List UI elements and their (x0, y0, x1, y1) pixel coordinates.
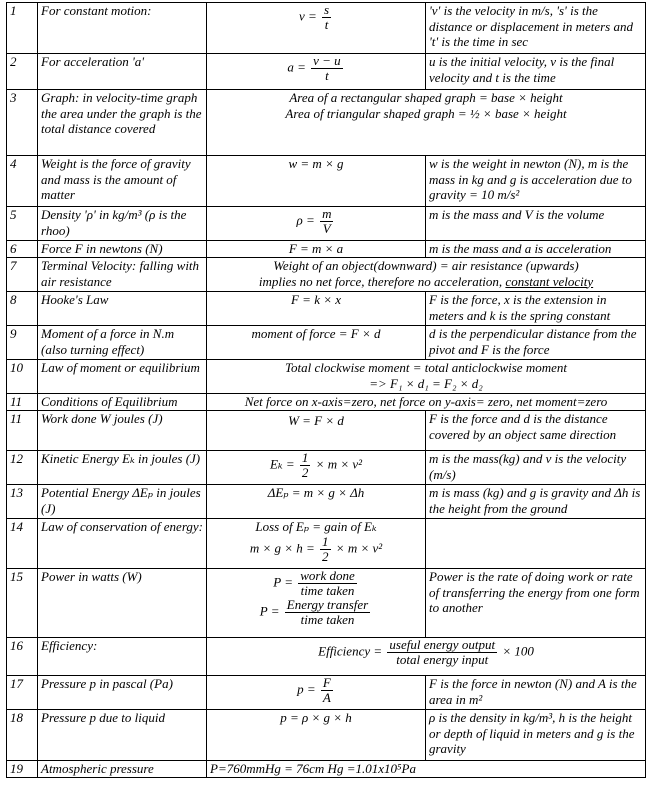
row-topic: Kinetic Energy Eₖ in joules (J) (38, 451, 207, 485)
row-number: 18 (7, 710, 38, 761)
row-formula: P = $\frac{\text{work done}}{\text{time taken}}$ P = $\frac{\text{Energy transfer}}{\text{time taken}}$ (207, 569, 426, 638)
row-topic: For acceleration 'a' (38, 54, 207, 90)
table-row (7, 411, 646, 451)
formula-table (6, 2, 646, 778)
row-formula: moment of force = F × d (207, 326, 426, 360)
row-topic: Density 'ρ' in kg/m³ (ρ is the rhoo) (38, 207, 207, 241)
table-row (7, 156, 646, 207)
row-formula: p = ρ × g × h (207, 710, 426, 761)
row-description: ρ is the density in kg/m³, h is the height or depth of liquid in meters and g is the gravity (426, 710, 646, 761)
row-number: 11 (7, 411, 38, 451)
row-number: 10 (7, 360, 38, 394)
row-formula: Total clockwise moment = total anticlockwise moment => F₁ × d₁ = F₂ × d₂ (207, 360, 646, 394)
row-topic: Hooke's Law (38, 292, 207, 326)
row-formula: Loss of Eₚ = gain of Eₖ m × g × h = $\frac{1}{2}$ × m × v² (207, 519, 426, 569)
table-row (7, 3, 646, 54)
row-formula: ρ = $\frac{m}{V}$ (207, 207, 426, 241)
row-description: F is the force and d is the distance covered by an object same direction (426, 411, 646, 451)
row-topic: Power in watts (W) (38, 569, 207, 638)
row-topic: Terminal Velocity: falling with air resistance (38, 258, 207, 292)
row-number: 1 (7, 3, 38, 54)
row-description: 'v' is the velocity in m/s, 's' is the distance or displacement in meters and 't' is the time in sec (426, 3, 646, 54)
row-formula: Net force on x-axis=zero, net force on y-axis= zero, net moment=zero (207, 394, 646, 411)
row-formula: Weight of an object(downward) = air resistance (upwards) implies no net force, therefore no acceleration, constant velocity (207, 258, 646, 292)
row-formula: F = m × a (207, 241, 426, 258)
row-topic: Force F in newtons (N) (38, 241, 207, 258)
row-formula: F = k × x (207, 292, 426, 326)
row-description: F is the force in newton (N) and A is the area in m² (426, 676, 646, 710)
row-number: 14 (7, 519, 38, 569)
table-row (7, 360, 646, 394)
row-formula: Efficiency = $\frac{\text{useful energy output}}{\text{total energy input}}$ × 100 (207, 638, 646, 676)
row-number: 13 (7, 485, 38, 519)
table-row (7, 676, 646, 710)
row-number: 15 (7, 569, 38, 638)
row-number: 4 (7, 156, 38, 207)
table-row (7, 292, 646, 326)
row-description: F is the force, x is the extension in meters and k is the spring constant (426, 292, 646, 326)
row-topic: Work done W joules (J) (38, 411, 207, 451)
row-formula: ΔEₚ = m × g × Δh (207, 485, 426, 519)
row-topic: Law of moment or equilibrium (38, 360, 207, 394)
table-row (7, 258, 646, 292)
row-topic: Potential Energy ΔEₚ in joules (J) (38, 485, 207, 519)
table-row (7, 569, 646, 638)
table-row (7, 207, 646, 241)
row-topic: For constant motion: (38, 3, 207, 54)
row-formula: Eₖ = $\frac{1}{2}$ × m × v² (207, 451, 426, 485)
table-row (7, 54, 646, 90)
row-number: 9 (7, 326, 38, 360)
row-number: 17 (7, 676, 38, 710)
row-topic: Graph: in velocity-time graph the area under the graph is the total distance covered (38, 90, 207, 156)
table-row (7, 90, 646, 156)
table-row (7, 761, 646, 778)
table-row (7, 241, 646, 258)
row-description: m is the mass and a is acceleration (426, 241, 646, 258)
row-topic: Law of conservation of energy: (38, 519, 207, 569)
row-description: m is the mass and V is the volume (426, 207, 646, 241)
row-number: 5 (7, 207, 38, 241)
row-number: 2 (7, 54, 38, 90)
row-description: Power is the rate of doing work or rate of transferring the energy from one form to another (426, 569, 646, 638)
row-description: w is the weight in newton (N), m is the mass in kg and g is acceleration due to gravity = 10 m/s² (426, 156, 646, 207)
row-number: 6 (7, 241, 38, 258)
table-row (7, 638, 646, 676)
row-number: 16 (7, 638, 38, 676)
table-row (7, 394, 646, 411)
table-row (7, 519, 646, 569)
row-formula: w = m × g (207, 156, 426, 207)
row-formula: v = $\frac{s}{t}$ (207, 3, 426, 54)
row-description: u is the initial velocity, v is the final velocity and t is the time (426, 54, 646, 90)
row-topic: Pressure p in pascal (Pa) (38, 676, 207, 710)
row-number: 3 (7, 90, 38, 156)
row-topic: Atmospheric pressure (38, 761, 207, 778)
row-number: 12 (7, 451, 38, 485)
row-topic: Weight is the force of gravity and mass is the amount of matter (38, 156, 207, 207)
row-formula: P=760mmHg = 76cm Hg =1.01x10⁵Pa (207, 761, 646, 778)
row-number: 8 (7, 292, 38, 326)
row-number: 19 (7, 761, 38, 778)
row-description (426, 519, 646, 569)
row-formula: Area of a rectangular shaped graph = base × height Area of triangular shaped graph = ½ × base × height (207, 90, 646, 156)
row-number: 7 (7, 258, 38, 292)
table-row (7, 710, 646, 761)
row-formula: W = F × d (207, 411, 426, 451)
row-formula: p = $\frac{F}{A}$ (207, 676, 426, 710)
table-row (7, 485, 646, 519)
row-topic: Efficiency: (38, 638, 207, 676)
row-number: 11 (7, 394, 38, 411)
row-topic: Conditions of Equilibrium (38, 394, 207, 411)
row-formula: a = $\frac{v - u}{t}$ (207, 54, 426, 90)
row-topic: Pressure p due to liquid (38, 710, 207, 761)
row-topic: Moment of a force in N.m (also turning effect) (38, 326, 207, 360)
row-description: d is the perpendicular distance from the pivot and F is the force (426, 326, 646, 360)
row-description: m is the mass(kg) and v is the velocity (m/s) (426, 451, 646, 485)
row-description: m is mass (kg) and g is gravity and Δh is the height from the ground (426, 485, 646, 519)
table-row (7, 326, 646, 360)
table-row (7, 451, 646, 485)
